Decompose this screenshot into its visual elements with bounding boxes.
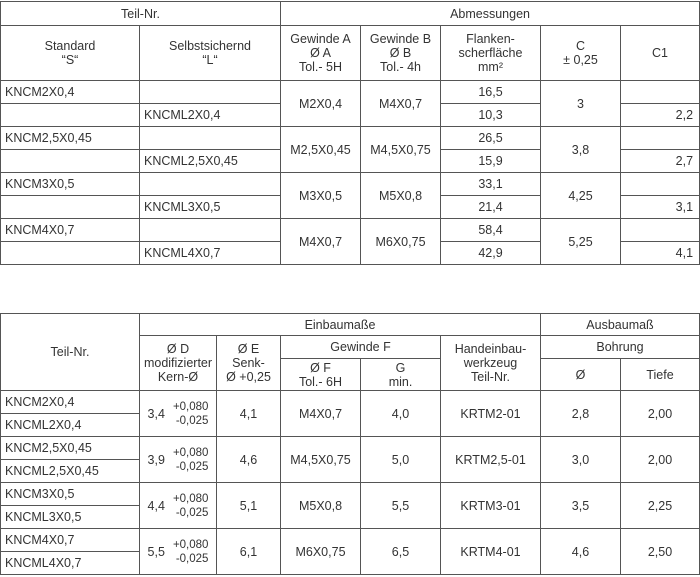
header-line: “L“ (202, 53, 218, 67)
cell-c1-s (621, 173, 700, 196)
cell-c1-l: 3,1 (621, 196, 700, 219)
header-standard (1, 26, 140, 81)
cell-c: 3,8 (541, 127, 621, 173)
tolerance-value (148, 538, 209, 566)
cell-flanken-s: 26,5 (441, 127, 541, 150)
header-line: Flanken- (466, 32, 515, 46)
header-selbstsichernd (140, 26, 281, 81)
nominal-value: 3,9 (147, 452, 165, 467)
cell-flanken-l: 21,4 (441, 196, 541, 219)
cell-teil-s: KNCM3X0,5 (1, 483, 140, 506)
cell-flanken-s: 58,4 (441, 219, 541, 242)
cell-standard: KNCM2,5X0,45 (1, 127, 140, 150)
cell-teil-l: KNCML3X0,5 (1, 506, 140, 529)
cell-teil-s: KNCM2X0,4 (1, 391, 140, 414)
header-line: Ø F (310, 360, 331, 375)
cell-gewinde-b: M5X0,8 (361, 173, 441, 219)
cell-selbstsichernd: KNCML2X0,4 (140, 104, 281, 127)
cell-gewinde-a: M2,5X0,45 (281, 127, 361, 173)
cell-flanken-s: 33,1 (441, 173, 541, 196)
header-tiefe: Tiefe (621, 359, 700, 391)
dimensions-table (0, 1, 700, 265)
table-row (1, 483, 700, 506)
cell-g-min: 6,5 (361, 529, 441, 575)
cell-gewinde-b: M6X0,75 (361, 219, 441, 265)
header-handeinbauwerkzeug (441, 336, 541, 391)
header-flankenscherflaeche (441, 26, 541, 81)
cell-senk-e: 4,6 (217, 437, 281, 483)
header-teil-nr: Teil-Nr. (1, 314, 140, 391)
cell-g-min: 5,0 (361, 437, 441, 483)
header-einbaumasse: Einbaumaße (140, 314, 541, 336)
cell-gewinde-b: M4,5X0,75 (361, 127, 441, 173)
header-c (541, 26, 621, 81)
header-line: Handeinbau- (454, 342, 527, 356)
cell-c1-s (621, 127, 700, 150)
header-line: mm² (478, 60, 503, 74)
cell-werkzeug: KRTM3-01 (441, 483, 541, 529)
cell-tiefe: 2,00 (621, 437, 700, 483)
cell-standard-empty (1, 150, 140, 173)
header-c1: C1 (621, 26, 700, 81)
header-line: Senk- (232, 356, 265, 370)
table-row (1, 437, 700, 460)
cell-gewinde-f: M6X0,75 (281, 529, 361, 575)
header-line: Tol.- 6H (298, 374, 343, 389)
cell-flanken-l: 10,3 (441, 104, 541, 127)
cell-standard: KNCM4X0,7 (1, 219, 140, 242)
table-row (1, 219, 700, 242)
cell-gewinde-a: M4X0,7 (281, 219, 361, 265)
tolerance-stack (173, 446, 209, 474)
cell-standard: KNCM3X0,5 (1, 173, 140, 196)
cell-kern-d (140, 529, 217, 575)
header-line: werkzeug (463, 356, 518, 370)
cell-standard: KNCM2X0,4 (1, 81, 140, 104)
cell-selbstsichernd: KNCML4X0,7 (140, 242, 281, 265)
cell-flanken-l: 42,9 (441, 242, 541, 265)
cell-c: 3 (541, 81, 621, 127)
tolerance-minus: -0,025 (175, 460, 209, 473)
cell-teil-s: KNCM4X0,7 (1, 529, 140, 552)
table-row (1, 81, 700, 104)
tolerance-plus: +0,080 (172, 446, 209, 459)
tolerance-plus: +0,080 (172, 492, 209, 505)
nominal-value: 4,4 (147, 498, 165, 513)
cell-standard-empty (1, 196, 140, 219)
cell-gewinde-f: M4X0,7 (281, 391, 361, 437)
table-row (1, 529, 700, 552)
table-row (1, 127, 700, 150)
tolerance-stack (173, 492, 209, 520)
header-line: min. (388, 374, 413, 389)
cell-tiefe: 2,50 (621, 529, 700, 575)
cell-teil-l: KNCML4X0,7 (1, 552, 140, 575)
table-row (1, 173, 700, 196)
cell-werkzeug: KRTM4-01 (441, 529, 541, 575)
cell-flanken-l: 15,9 (441, 150, 541, 173)
cell-selbstsichernd-empty (140, 219, 281, 242)
cell-selbstsichernd-empty (140, 173, 281, 196)
cell-senk-e: 4,1 (217, 391, 281, 437)
header-g (361, 359, 441, 391)
nominal-value: 3,4 (147, 406, 165, 421)
header-ausbaumass: Ausbaumaß (541, 314, 700, 336)
header-line: Standard (44, 39, 96, 53)
header-f (281, 359, 361, 391)
cell-teil-s: KNCM2,5X0,45 (1, 437, 140, 460)
cell-senk-e: 5,1 (217, 483, 281, 529)
cell-standard-empty (1, 104, 140, 127)
header-teil-nr: Teil-Nr. (1, 2, 281, 26)
cell-c1-s (621, 81, 700, 104)
cell-kern-d (140, 437, 217, 483)
tolerance-plus: +0,080 (172, 400, 209, 413)
tolerance-minus: -0,025 (175, 414, 209, 427)
cell-gewinde-f: M4,5X0,75 (281, 437, 361, 483)
tolerance-minus: -0,025 (175, 552, 209, 565)
cell-g-min: 4,0 (361, 391, 441, 437)
cell-bohrung-d: 2,8 (541, 391, 621, 437)
header-line: Tol.- 5H (298, 60, 343, 74)
header-line: G (395, 360, 406, 375)
cell-tiefe: 2,00 (621, 391, 700, 437)
cell-g-min: 5,5 (361, 483, 441, 529)
header-line: C (575, 39, 586, 53)
cell-senk-e: 6,1 (217, 529, 281, 575)
cell-c1-l: 2,7 (621, 150, 700, 173)
header-kern-d (140, 336, 217, 391)
installation-table (0, 313, 700, 575)
header-line: Ø B (389, 46, 412, 60)
cell-standard-empty (1, 242, 140, 265)
header-line: Tol.- 4h (380, 60, 421, 74)
cell-tiefe: 2,25 (621, 483, 700, 529)
cell-selbstsichernd-empty (140, 127, 281, 150)
cell-gewinde-b: M4X0,7 (361, 81, 441, 127)
header-line: Kern-Ø (157, 370, 199, 384)
cell-werkzeug: KRTM2-01 (441, 391, 541, 437)
table-row (1, 391, 700, 414)
cell-c1-s (621, 219, 700, 242)
cell-c: 4,25 (541, 173, 621, 219)
tolerance-value (148, 492, 209, 520)
tolerance-value (148, 400, 209, 428)
cell-gewinde-f: M5X0,8 (281, 483, 361, 529)
cell-gewinde-a: M3X0,5 (281, 173, 361, 219)
cell-flanken-s: 16,5 (441, 81, 541, 104)
tolerance-plus: +0,080 (172, 538, 209, 551)
header-line: Ø A (310, 46, 331, 60)
cell-bohrung-d: 3,0 (541, 437, 621, 483)
cell-teil-l: KNCML2,5X0,45 (1, 460, 140, 483)
header-abmessungen: Abmessungen (281, 2, 700, 26)
cell-c1-l: 2,2 (621, 104, 700, 127)
header-line: ± 0,25 (563, 53, 598, 67)
tolerance-minus: -0,025 (175, 506, 209, 519)
header-line: Selbstsichernd (169, 39, 251, 53)
header-line: “S“ (61, 53, 79, 67)
cell-selbstsichernd: KNCML2,5X0,45 (140, 150, 281, 173)
header-line: Ø +0,25 (226, 370, 271, 384)
header-line: Ø D (166, 342, 190, 356)
header-line: Ø E (237, 342, 260, 356)
cell-selbstsichernd: KNCML3X0,5 (140, 196, 281, 219)
cell-kern-d (140, 483, 217, 529)
tolerance-value (148, 446, 209, 474)
header-line: scherfläche (458, 46, 523, 60)
header-line: Teil-Nr. (471, 370, 510, 384)
header-gewinde-a (281, 26, 361, 81)
cell-teil-l: KNCML2X0,4 (1, 414, 140, 437)
tolerance-stack (173, 400, 209, 428)
cell-bohrung-d: 4,6 (541, 529, 621, 575)
header-bohrung: Bohrung (541, 336, 700, 359)
tolerance-stack (173, 538, 209, 566)
header-line: Gewinde B (369, 32, 432, 46)
header-gewinde-f: Gewinde F (281, 336, 441, 359)
nominal-value: 5,5 (147, 544, 165, 559)
cell-gewinde-a: M2X0,4 (281, 81, 361, 127)
header-bohrung-diameter: Ø (541, 359, 621, 391)
cell-werkzeug: KRTM2,5-01 (441, 437, 541, 483)
cell-selbstsichernd-empty (140, 81, 281, 104)
header-line: Gewinde A (290, 32, 351, 46)
cell-c1-l: 4,1 (621, 242, 700, 265)
cell-kern-d (140, 391, 217, 437)
header-line: modifizierter (143, 356, 213, 370)
cell-c: 5,25 (541, 219, 621, 265)
cell-bohrung-d: 3,5 (541, 483, 621, 529)
header-gewinde-b (361, 26, 441, 81)
header-senk-e (217, 336, 281, 391)
